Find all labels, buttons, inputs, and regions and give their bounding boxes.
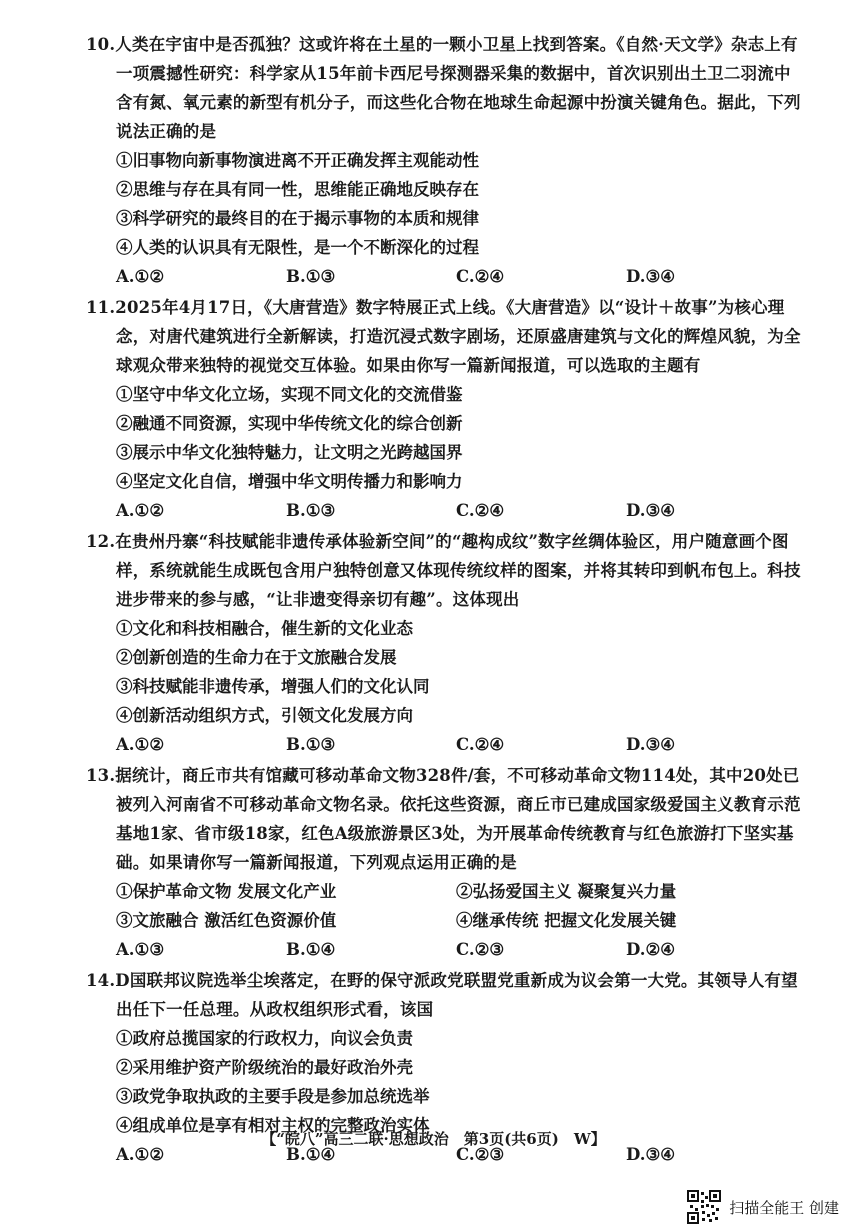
page-footer: 【“皖八”高三二联·思想政治 第3页(共6页) W】 [261, 1130, 606, 1148]
statement: ④组成单位是享有相对主权的完整政治实体 [116, 1116, 430, 1135]
choice-b: B.①③ [286, 267, 336, 286]
question-13 [86, 761, 806, 964]
statement: ③科技赋能非遗传承，增强人们的文化认同 [116, 677, 430, 696]
choice-b: B.①③ [286, 735, 336, 754]
statement: ②采用维护资产阶级统治的最好政治外壳 [116, 1058, 413, 1077]
question-stem: 11.2025年4月17日，《大唐营造》数字特展正式上线。《大唐营造》以“设计＋故事”为核心理念，对唐代建筑进行全新解读，打造沉浸式数字剧场，还原盛唐建筑与文化的辉煌风貌，为全球观众带来独特的视觉交互体验。如果由你写一篇新闻报道，可以选取的主题有 [86, 298, 801, 375]
choice-a: A.①③ [116, 940, 165, 959]
statement: ②融通不同资源，实现中华传统文化的综合创新 [116, 414, 463, 433]
statement-grid [86, 877, 806, 935]
question-stem: 13.据统计，商丘市共有馆藏可移动革命文物328件/套，不可移动革命文物114处，其中20处已被列入河南省不可移动革命文物名录。依托这些资源，商丘市已建成国家级爱国主义教育示范基地1家、省市级18家，红色A级旅游景区3处，为开展革命传统教育与红色旅游打下坚实基础。如果请你写一篇新闻报道，下列观点运用正确的是 [86, 766, 801, 872]
answer-choices [86, 262, 806, 291]
statement: ①政府总揽国家的行政权力，向议会负责 [116, 1029, 413, 1048]
choice-b: B.①④ [286, 1145, 336, 1164]
question-stem: 12.在贵州丹寨“科技赋能非遗传承体验新空间”的“趣构成纹”数字丝绸体验区，用户随意画个图样，系统就能生成既包含用户独特创意又体现传统纹样的图案，并将其转印到帆布包上。科技进步带来的参与感，“让非遗变得亲切有趣”。这体现出 [86, 532, 801, 609]
statement: ①旧事物向新事物演进离不开正确发挥主观能动性 [116, 151, 479, 170]
statement: ③政党争取执政的主要手段是参加总统选举 [116, 1087, 430, 1106]
statement: ①坚守中华文化立场，实现不同文化的交流借鉴 [116, 385, 463, 404]
choice-b: B.①④ [286, 940, 336, 959]
choice-a: A.①② [116, 1145, 165, 1164]
statement: ①文化和科技相融合，催生新的文化业态 [116, 619, 413, 638]
statement: ④坚定文化自信，增强中华文明传播力和影响力 [116, 472, 463, 491]
question-stem: 10.人类在宇宙中是否孤独？这或许将在土星的一颗小卫星上找到答案。《自然·天文学》杂志上有一项震撼性研究：科学家从15年前卡西尼号探测器采集的数据中，首次识别出土卫二羽流中含有氮、氧元素的新型有机分子，而这些化合物在地球生命起源中扮演关键角色。据此，下列说法正确的是 [86, 35, 801, 141]
scanner-watermark [687, 1190, 839, 1224]
statement: ④人类的认识具有无限性，是一个不断深化的过程 [116, 238, 479, 257]
choice-d: D.③④ [626, 1145, 676, 1164]
statement: ③展示中华文化独特魅力，让文明之光跨越国界 [116, 443, 463, 462]
choice-c: C.②④ [456, 735, 505, 754]
choice-a: A.①② [116, 267, 165, 286]
statement: ②思维与存在具有同一性，思维能正确地反映存在 [116, 180, 479, 199]
statement: ①保护革命文物 发展文化产业 [116, 882, 337, 901]
question-12 [86, 527, 806, 759]
choice-d: D.③④ [626, 735, 676, 754]
choice-c: C.②③ [456, 1145, 505, 1164]
answer-choices [86, 730, 806, 759]
question-stem: 14.D国联邦议院选举尘埃落定，在野的保守派政党联盟党重新成为议会第一大党。其领导人有望出任下一任总理。从政权组织形式看，该国 [86, 971, 798, 1019]
watermark-text: 扫描全能王 创建 [729, 1198, 839, 1217]
statement: ③科学研究的最终目的在于揭示事物的本质和规律 [116, 209, 479, 228]
statement: ④创新活动组织方式，引领文化发展方向 [116, 706, 413, 725]
choice-b: B.①③ [286, 501, 336, 520]
choice-d: D.②④ [626, 940, 676, 959]
choice-a: A.①② [116, 501, 165, 520]
choice-d: D.③④ [626, 501, 676, 520]
statement: ②弘扬爱国主义 凝聚复兴力量 [456, 882, 677, 901]
choice-c: C.②③ [456, 940, 505, 959]
question-11 [86, 293, 806, 525]
question-10 [86, 30, 806, 291]
choice-a: A.①② [116, 735, 165, 754]
choice-d: D.③④ [626, 267, 676, 286]
statement: ④继承传统 把握文化发展关键 [456, 911, 677, 930]
question-list [86, 30, 806, 1171]
qr-code-icon [687, 1190, 721, 1224]
choice-c: C.②④ [456, 501, 505, 520]
answer-choices [86, 935, 806, 964]
statement: ②创新创造的生命力在于文旅融合发展 [116, 648, 397, 667]
choice-c: C.②④ [456, 267, 505, 286]
statement: ③文旅融合 激活红色资源价值 [116, 911, 337, 930]
answer-choices [86, 496, 806, 525]
